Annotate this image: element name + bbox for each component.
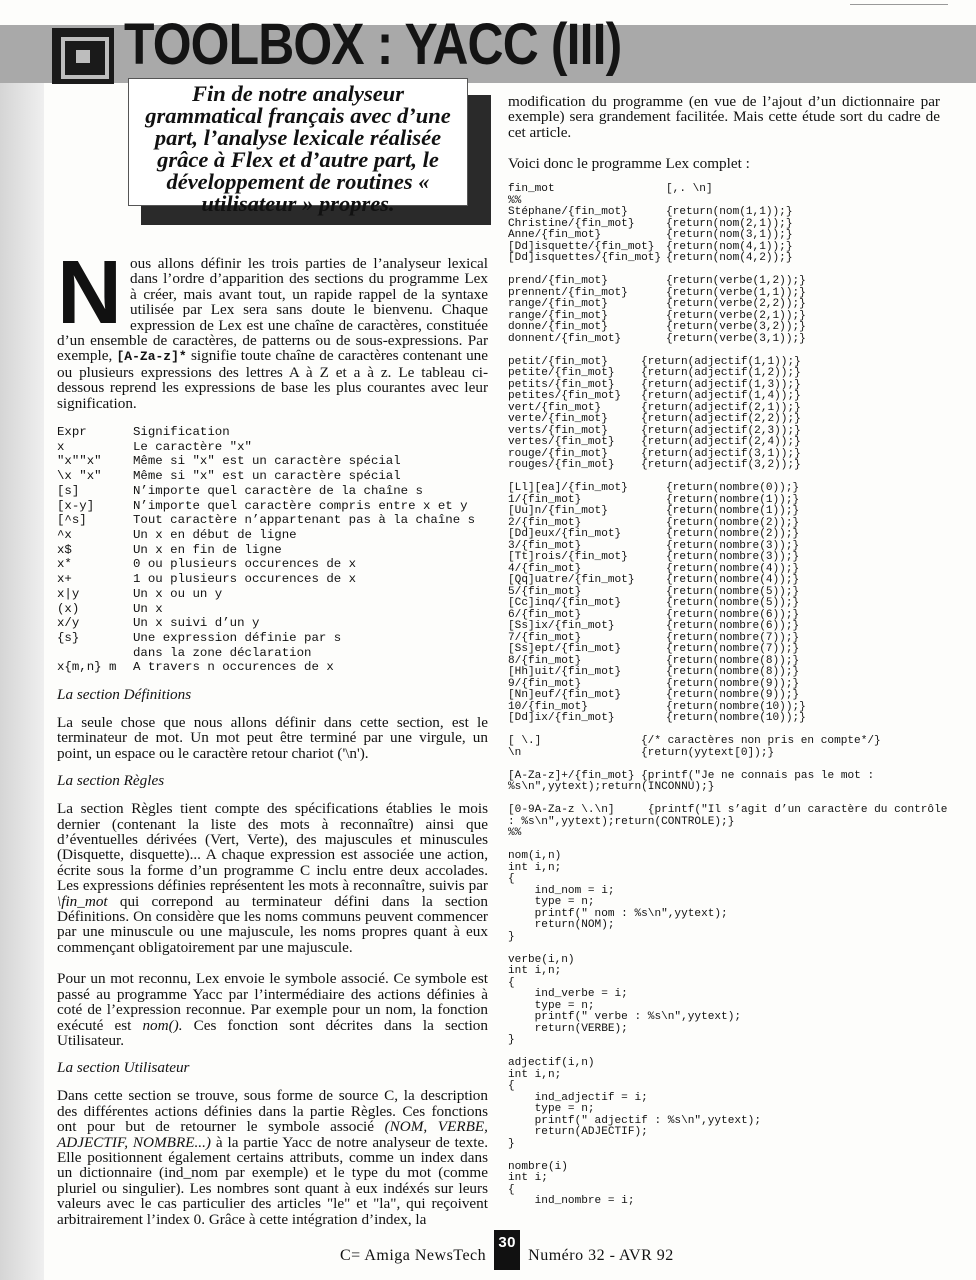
- utilisateur-paragraph: Dans cette section se trouve, sous forme de source C, la description des différentes actions définies dans la partie Règles. Ces fonctions ont pour but de retourner le symbole associé (NOM, VERBE, ADJECTIF, NOMBRE...) à la partie Yacc de notre analyseur de texte. Elle positionnent également certains attributs, comme un index dans un dictionnaire (ind_nom par exemple) et le type du mot (comme pluriel ou singulier). Les nombres sont quant à eux indéxés sur leurs valeurs avec le cas particulier des articles "le" et "la", qui reçoivent arbitrairement l’index 0. Grâce à cette intégration d’index, la: [57, 1087, 488, 1228]
- lex-code-listing: [508, 184, 958, 1208]
- code-line: [508, 817, 958, 829]
- code-pattern: [Hh]uit/{fin_mot}: [508, 666, 622, 678]
- code-line-text: ind_nom = i;: [508, 884, 615, 897]
- code-action: {return(nombre(1));}: [666, 505, 800, 517]
- code-line-text: type = n;: [508, 999, 595, 1012]
- code-pattern: vert/{fin_mot}: [508, 401, 602, 414]
- code-line: [508, 460, 958, 472]
- code-line-text: type = n;: [508, 896, 595, 908]
- code-pattern: petites/{fin_mot}: [508, 390, 622, 402]
- table-signification-cell: Une expression définie par s: [133, 630, 342, 645]
- code-line: [508, 1081, 958, 1093]
- code-line: [508, 368, 958, 380]
- table-signification-cell: N’importe quel caractère de la chaîne s: [133, 483, 423, 498]
- code-pattern: 5/{fin_mot}: [508, 585, 582, 598]
- code-line: [508, 621, 958, 633]
- code-action: {return(adjectif(1,2));}: [641, 367, 801, 379]
- code-line: [508, 391, 958, 403]
- section-title-definitions: La section Définitions: [57, 686, 192, 704]
- code-action: {return(nombre(10));}: [666, 700, 806, 713]
- code-line: [508, 782, 958, 794]
- table-signification-cell: N’importe quel caractère compris entre x et y: [133, 498, 468, 513]
- table-row: [57, 484, 488, 499]
- code-action: {return(nombre(9));}: [666, 677, 800, 690]
- code-line-text: printf(" verbe : %s\n",yytext);: [508, 1011, 742, 1023]
- code-line-text: {: [508, 1080, 515, 1092]
- code-pattern: [Dd]isquette/{fin_mot}: [508, 240, 655, 253]
- code-pattern: \n: [508, 746, 522, 759]
- code-line: [508, 1035, 958, 1047]
- code-pattern: [Dd]eux/{fin_mot}: [508, 528, 622, 540]
- code-line: [508, 230, 958, 242]
- regles-paragraph-2: Pour un mot reconnu, Lex envoie le symbole associé. Ce symbole est passé au programme Yacc par l’intermédiaire des actions définies à coté de l’expression reconnue. Par exemple pour un nom, la fonction exécuté est nom(). Ces fonction sont décrites dans la section Utilisateur.: [57, 970, 488, 1049]
- code-line: [508, 299, 958, 311]
- footer-magazine: C= Amiga NewsTech: [340, 1247, 487, 1264]
- code-line: [508, 1173, 958, 1185]
- code-pattern: Christine/{fin_mot}: [508, 217, 635, 230]
- code-action: {return(nombre(5));}: [666, 585, 800, 598]
- table-expr-cell: (x): [57, 601, 80, 616]
- table-expr-cell: {s}: [57, 630, 80, 645]
- table-signification-cell: Le caractère "x": [133, 439, 252, 454]
- code-action: {return(verbe(2,1));}: [666, 309, 806, 322]
- code-line-text: printf(" nom : %s\n",yytext);: [508, 907, 728, 920]
- code-line: [508, 897, 958, 909]
- code-line-text: {: [508, 1183, 515, 1196]
- code-line-text: int i,n;: [508, 861, 562, 874]
- intro-paragraph: Nous allons définir les trois parties de l’analyseur lexical dans l’ordre d’apparition des sections du programme Lex à créer, mais avant tout, un rapide rappel de la syntaxe utilisée par Lex sera sans doute le bienvenu. Chaque expression de Lex est une chaîne de caractères, constituée d’un ensemble de caractères, de patterns ou de sous-expressions. Par exemple, [A-Za-z]* signifie toute chaîne de caractères contenant une ou plusieurs expressions des lettres A à Z et a à z. Le tableau ci-dessous reprend les expressions de base les plus courantes avec leur signification.: [57, 243, 488, 412]
- code-line-text: int i,n;: [508, 1068, 562, 1081]
- code-pattern: 10/{fin_mot}: [508, 700, 588, 713]
- table-row: [57, 543, 488, 558]
- code-line: [508, 736, 958, 748]
- table-expr-cell: "x""x": [57, 454, 102, 469]
- code-action: {return(nombre(8));}: [666, 654, 800, 667]
- table-row: [57, 660, 488, 675]
- code-line: [508, 207, 958, 219]
- section-title-utilisateur: La section Utilisateur: [57, 1059, 190, 1077]
- code-pattern: [Uu]n/{fin_mot}: [508, 505, 608, 517]
- table-expr-cell: x{m,n} m: [57, 660, 117, 675]
- code-line: [508, 253, 958, 265]
- code-line-text: adjectif(i,n): [508, 1057, 595, 1069]
- left-column: [57, 243, 488, 1228]
- table-expr-cell: ^x: [57, 527, 72, 542]
- table-expr-cell: x|y: [57, 586, 80, 601]
- table-row: [57, 572, 488, 587]
- code-action: {return(verbe(1,2));}: [666, 275, 806, 287]
- code-line: [508, 828, 958, 840]
- code-pattern: range/{fin_mot}: [508, 309, 608, 322]
- table-expr-cell: Expr: [57, 425, 87, 440]
- table-expr-cell: x$: [57, 542, 72, 557]
- table-signification-cell: 1 ou plusieurs occurences de x: [133, 572, 357, 587]
- code-line: [508, 598, 958, 610]
- code-pattern: [Ss]ept/{fin_mot}: [508, 643, 622, 655]
- code-line: [508, 863, 958, 875]
- code-line: [508, 690, 958, 702]
- code-pattern: petits/{fin_mot}: [508, 378, 615, 391]
- table-signification-cell: Même si "x" est un caractère spécial: [133, 454, 401, 469]
- code-line: [508, 276, 958, 288]
- table-expr-cell: x/y: [57, 616, 80, 631]
- code-pattern: 1/{fin_mot}: [508, 493, 582, 506]
- code-action: {return(verbe(3,1));}: [666, 332, 806, 345]
- code-line: [508, 989, 958, 1001]
- code-line: [508, 1196, 958, 1208]
- code-pattern: 8/{fin_mot}: [508, 654, 582, 667]
- table-signification-cell: Signification: [133, 425, 230, 440]
- code-action: {return(nombre(6));}: [666, 620, 800, 632]
- code-action: [,. \n]: [666, 183, 713, 195]
- code-line: [508, 437, 958, 449]
- code-line: [508, 1070, 958, 1082]
- code-action: {return(adjectif(2,3));}: [641, 424, 801, 437]
- code-line: [508, 851, 958, 863]
- code-line: [508, 966, 958, 978]
- right-column-text: [508, 94, 940, 172]
- code-line-text: {: [508, 976, 515, 989]
- code-action: {return(adjectif(3,2));}: [641, 459, 801, 471]
- code-action: {return(yytext[0]);}: [641, 746, 775, 759]
- code-line: [508, 1139, 958, 1151]
- code-line: [508, 748, 958, 760]
- code-action: {return(nombre(3));}: [666, 539, 800, 552]
- code-line: [508, 529, 958, 541]
- code-line-text: ind_nombre = i;: [508, 1195, 635, 1207]
- code-pattern: 2/{fin_mot}: [508, 516, 582, 529]
- code-line-text: nombre(i): [508, 1160, 568, 1173]
- lex-syntax-table: [57, 425, 488, 675]
- code-action: {return(nom(3,1));}: [666, 229, 793, 241]
- code-line: [508, 932, 958, 944]
- code-line: [508, 805, 958, 817]
- code-line-text: [0-9A-Za-z \.\n] {printf("Il s’agit d’un caractère du contrôle: [508, 804, 948, 816]
- code-action: {return(nom(2,1));}: [666, 217, 793, 230]
- code-action: {return(nombre(7));}: [666, 643, 800, 655]
- code-line-text: int i,n;: [508, 965, 562, 977]
- code-line: [508, 920, 958, 932]
- code-action: {return(nombre(1));}: [666, 493, 800, 506]
- table-row: [57, 557, 488, 572]
- table-signification-cell: 0 ou plusieurs occurences de x: [133, 557, 357, 572]
- code-line: [508, 874, 958, 886]
- code-line-text: }: [508, 1034, 515, 1046]
- toolbox-logo-icon: [52, 28, 114, 84]
- code-pattern: fin_mot: [508, 183, 555, 195]
- table-row: [57, 616, 488, 631]
- code-line-text: }: [508, 930, 515, 943]
- table-row: [57, 499, 488, 514]
- code-pattern: Stéphane/{fin_mot}: [508, 206, 628, 218]
- code-line: [508, 667, 958, 679]
- code-line: [508, 575, 958, 587]
- table-row: [57, 587, 488, 602]
- code-action: {return(nombre(5));}: [666, 597, 800, 609]
- code-line: [508, 955, 958, 967]
- code-action: {return(nombre(7));}: [666, 631, 800, 644]
- code-pattern: [Nn]euf/{fin_mot}: [508, 689, 622, 701]
- table-signification-cell: Un x en fin de ligne: [133, 542, 282, 557]
- code-line: [508, 184, 958, 196]
- table-expr-cell: [s]: [57, 483, 80, 498]
- code-pattern: rouge/{fin_mot}: [508, 447, 608, 460]
- code-pattern: 6/{fin_mot}: [508, 608, 582, 621]
- table-signification-cell: Un x en début de ligne: [133, 527, 297, 542]
- code-pattern: donnent/{fin_mot}: [508, 332, 622, 345]
- code-line-text: nom(i,n): [508, 850, 562, 862]
- code-action: {return(verbe(2,2));}: [666, 298, 806, 310]
- code-pattern: donne/{fin_mot}: [508, 321, 608, 333]
- code-line-text: printf(" adjectif : %s\n",yytext);: [508, 1114, 761, 1127]
- page-title: TOOLBOX : YACC (III): [124, 12, 622, 77]
- table-row: [57, 440, 488, 455]
- code-action: {return(nombre(4));}: [666, 562, 800, 575]
- code-line-text: return(NOM);: [508, 919, 615, 931]
- code-action: {return(nombre(2));}: [666, 516, 800, 529]
- code-line: [508, 506, 958, 518]
- table-expr-cell: [57, 646, 133, 661]
- code-pattern: verte/{fin_mot}: [508, 413, 608, 425]
- code-pattern: petit/{fin_mot}: [508, 355, 608, 368]
- code-pattern: [Cc]inq/{fin_mot}: [508, 597, 622, 609]
- code-line: [508, 552, 958, 564]
- code-line-text: : %s\n",yytext);return(CONTROLE);}: [508, 815, 735, 828]
- code-pattern: 7/{fin_mot}: [508, 631, 582, 644]
- table-expr-cell: x*: [57, 557, 72, 572]
- table-expr-cell: x+: [57, 572, 72, 587]
- code-pattern: [Dd]ix/{fin_mot}: [508, 712, 615, 724]
- code-line-text: %%: [508, 827, 522, 839]
- code-line: [508, 414, 958, 426]
- table-expr-cell: [^s]: [57, 513, 87, 528]
- code-action: {return(nom(4,2));}: [666, 252, 793, 264]
- code-line-text: return(VERBE);: [508, 1022, 628, 1035]
- code-pattern: range/{fin_mot}: [508, 298, 608, 310]
- code-action: {return(verbe(1,1));}: [666, 286, 806, 299]
- code-pattern: 3/{fin_mot}: [508, 539, 582, 552]
- code-line-text: [A-Za-z]+/{fin_mot} {printf("Je ne connais pas le mot :: [508, 769, 875, 782]
- definitions-paragraph: La seule chose que nous allons définir dans cette section, est le terminateur de mot. Un mot peut être terminé par une virgule, un point, un espace ou le caractère retour chariot ('\n').: [57, 714, 488, 762]
- table-expr-cell: [x-y]: [57, 498, 95, 513]
- page-number: 30: [494, 1230, 520, 1270]
- table-signification-cell: Un x suivi d’un y: [133, 616, 260, 631]
- code-pattern: verts/{fin_mot}: [508, 424, 608, 437]
- code-pattern: [Tt]rois/{fin_mot}: [508, 551, 628, 563]
- code-action: {return(nombre(8));}: [666, 666, 800, 678]
- code-line-text: return(ADJECTIF);: [508, 1126, 648, 1138]
- code-pattern: [Ll][ea]/{fin_mot}: [508, 482, 628, 494]
- code-line: [508, 483, 958, 495]
- code-line: [508, 1012, 958, 1024]
- table-signification-cell: A travers n occurences de x: [133, 660, 334, 675]
- section-title-regles: La section Règles: [57, 772, 165, 790]
- table-row: [57, 631, 488, 646]
- table-row: [57, 454, 488, 469]
- code-action: {return(adjectif(2,1));}: [641, 401, 801, 414]
- code-pattern: rouges/{fin_mot}: [508, 459, 615, 471]
- code-action: {return(nombre(2));}: [666, 528, 800, 540]
- code-line: [508, 1104, 958, 1116]
- code-line-text: %s\n",yytext);return(INCONNU);}: [508, 781, 715, 793]
- table-row: [57, 646, 488, 661]
- table-row: [57, 513, 488, 528]
- code-action: {return(verbe(3,2));}: [666, 321, 806, 333]
- code-line: [508, 322, 958, 334]
- table-row: [57, 602, 488, 617]
- code-line-text: }: [508, 1137, 515, 1150]
- page-footer: [340, 1234, 674, 1270]
- code-line-text: type = n;: [508, 1103, 595, 1115]
- code-line-text: ind_adjectif = i;: [508, 1091, 648, 1104]
- drop-cap: N: [57, 243, 122, 343]
- code-line-text: verbe(i,n): [508, 953, 575, 966]
- code-line-text: int i;: [508, 1172, 548, 1184]
- table-row: [57, 469, 488, 484]
- top-rule: [850, 4, 948, 5]
- table-expr-cell: x: [57, 439, 65, 454]
- code-action: {/* caractères non pris en compte*/}: [641, 735, 881, 747]
- program-intro: Voici donc le programme Lex complet :: [508, 155, 750, 173]
- code-action: {return(adjectif(1,1));}: [641, 355, 801, 368]
- footer-issue: Numéro 32 - AVR 92: [528, 1247, 674, 1264]
- code-pattern: %%: [508, 194, 522, 207]
- code-line: [508, 1127, 958, 1139]
- regles-paragraph-1: La section Règles tient compte des spécifications établies le mois dernier (contenant la liste des mots à reconnaître) ainsi que d’éventuelles dérivées (Vert, Verte), des majuscules et minuscules (Disquette, disquette)... A chaque expression est associée une action, écrite sous la forme d’un programme C inclu entre deux accolades. Les expressions définies représentent les mots à reconnaître, suivis par \fin_mot qui correpond au terminateur défini dans la section Définitions. On considère que les noms communs peuvent commencer par une minuscule ou une majuscule, les noms propres quant à eux commençant obligatoirement par une majuscule.: [57, 800, 488, 956]
- code-pattern: 4/{fin_mot}: [508, 562, 582, 575]
- code-pattern: petite/{fin_mot}: [508, 367, 615, 379]
- code-pattern: prend/{fin_mot}: [508, 275, 608, 287]
- table-signification-cell: Un x ou un y: [133, 586, 223, 601]
- code-pattern: Anne/{fin_mot}: [508, 229, 602, 241]
- table-signification-cell: Tout caractère n’appartenant pas à la chaîne s: [133, 513, 476, 528]
- code-line: [508, 1058, 958, 1070]
- code-pattern: 9/{fin_mot}: [508, 677, 582, 690]
- code-pattern: [Dd]isquettes/{fin_mot}: [508, 252, 662, 264]
- code-action: {return(nombre(4));}: [666, 574, 800, 586]
- code-pattern: vertes/{fin_mot}: [508, 436, 615, 448]
- code-action: {return(nombre(9));}: [666, 689, 800, 701]
- code-action: {return(adjectif(1,3));}: [641, 378, 801, 391]
- code-line: [508, 713, 958, 725]
- code-line-text: ind_verbe = i;: [508, 988, 628, 1000]
- table-signification-cell: Un x: [133, 601, 163, 616]
- code-pattern: prennent/{fin_mot}: [508, 286, 628, 299]
- intro-box: Fin de notre analyseur grammatical français avec d’une part, l’analyse lexicale réalisée grâce à Flex et d’autre part, le développement de routines « utilisateur » propres.: [128, 78, 468, 206]
- code-line-text: {: [508, 873, 515, 885]
- code-action: {return(nom(1,1));}: [666, 206, 793, 218]
- table-expr-cell: \x "x": [57, 469, 102, 484]
- code-action: {return(adjectif(1,4));}: [641, 390, 801, 402]
- code-pattern: [Qq]uatre/{fin_mot}: [508, 574, 635, 586]
- code-line: [508, 1024, 958, 1036]
- code-pattern: [ \.]: [508, 735, 542, 747]
- code-action: {return(nombre(6));}: [666, 608, 800, 621]
- code-line: [508, 644, 958, 656]
- code-action: {return(nombre(0));}: [666, 482, 800, 494]
- code-pattern: [Ss]ix/{fin_mot}: [508, 620, 615, 632]
- code-action: {return(nombre(3));}: [666, 551, 800, 563]
- code-action: {return(adjectif(2,2));}: [641, 413, 801, 425]
- table-signification-cell: Même si "x" est un caractère spécial: [133, 469, 401, 484]
- code-line: [508, 1162, 958, 1174]
- continuation-paragraph: modification du programme (en vue de l’ajout d’un dictionnaire par exemple) sera grandement facilitée. Mais cette étude sort du cadre de cet article.: [508, 93, 940, 141]
- left-margin-strip: [0, 25, 44, 1280]
- code-line: [508, 334, 958, 346]
- code-action: {return(adjectif(3,1));}: [641, 447, 801, 460]
- table-row: [57, 425, 488, 440]
- code-action: {return(nom(4,1));}: [666, 240, 793, 253]
- table-row: [57, 528, 488, 543]
- table-signification-cell: dans la zone déclaration: [133, 645, 312, 660]
- code-action: {return(adjectif(2,4));}: [641, 436, 801, 448]
- code-action: {return(nombre(10));}: [666, 712, 806, 724]
